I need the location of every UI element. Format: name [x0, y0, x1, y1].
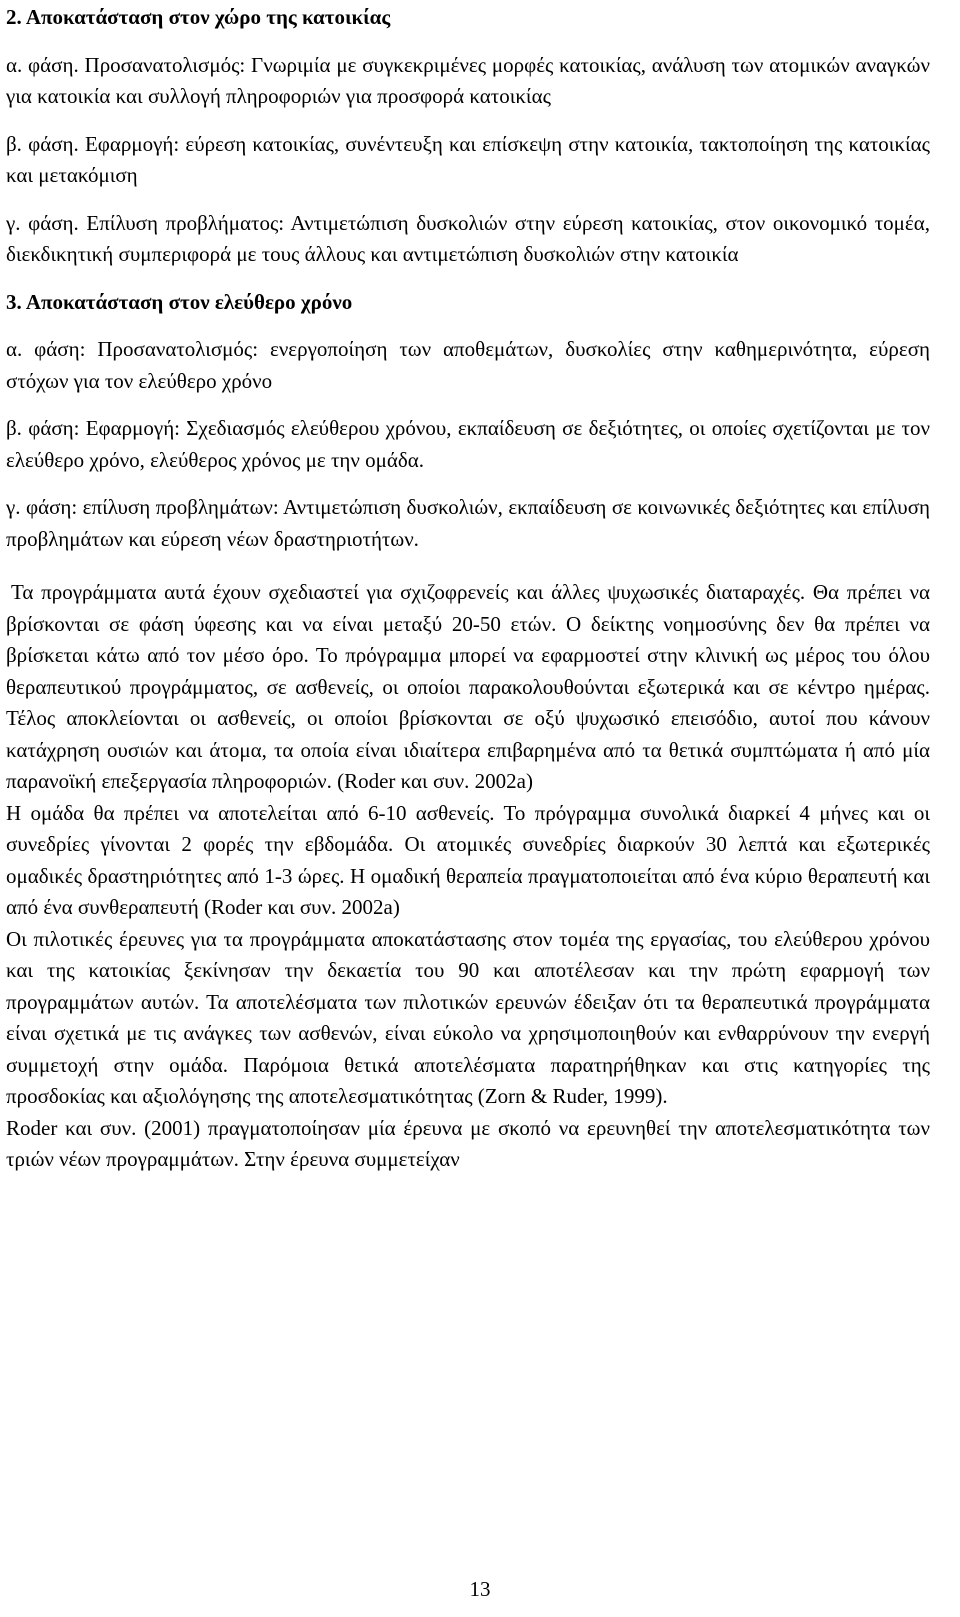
section-3-phase-a: α. φάση: Προσανατολισμός: ενεργοποίηση των αποθεμάτων, δυσκολίες στην καθημερινότητα, εύρεση στόχων για τον ελεύθερο χρόνο — [6, 337, 930, 393]
section-2-phase-a: α. φάση. Προσανατολισμός: Γνωριμία με συγκεκριμένες μορφές κατοικίας, ανάλυση των ατομικών αναγκών για κατοικία και συλλογή πληροφοριών για προσφορά κατοικίας — [6, 52, 930, 108]
document-page — [6, 0, 930, 1176]
section-2-phase-b: β. φάση. Εφαρμογή: εύρεση κατοικίας, συνέντευξη και επίσκεψη στην κατοικία, τακτοποίηση της κατοικίας και μετακόμιση — [6, 131, 930, 187]
section-3-phase-b: β. φάση: Εφαρμογή: Σχεδιασμός ελεύθερου χρόνου, εκπαίδευση σε δεξιότητες, οι οποίες σχετίζονται με τον ελεύθερο χρόνο, ελεύθερος χρόνος με την ομάδα. — [6, 416, 930, 472]
body-paragraph-1: Τα προγράμματα αυτά έχουν σχεδιαστεί για σχιζοφρενείς και άλλες ψυχωσικές διαταραχές. Θα πρέπει να βρίσκονται σε φάση ύφεσης και να είναι μεταξύ 20-50 ετών. Ο δείκτης νοημοσύνης δεν θα πρέπει να βρίσκεται κάτω από τον μέσο όρο. Το πρόγραμμα μπορεί να εφαρμοστεί στην κλινική ως μέρος του όλου θεραπευτικού προγράμματος, σε ασθενείς, οι οποίοι παρακολουθούνται εξωτερικά και σε κέντρο ημέρας. Τέλος αποκλείονται οι ασθενείς, οι οποίοι βρίσκονται σε οξύ ψυχωσικό επεισόδιο, αυτοί που κάνουν κατάχρηση ουσιών και άτομα, τα οποία είναι ιδιαίτερα επιβαρημένα από τα θετικά συμπτώματα ή από μία παρανοϊκή επεξεργασία πληροφοριών. (Roder και συν. 2002a) — [6, 580, 930, 793]
body-paragraph-3: Οι πιλοτικές έρευνες για τα προγράμματα αποκατάστασης στον τομέα της εργασίας, του ελεύθερου χρόνου και της κατοικίας ξεκίνησαν την δεκαετία του 90 και αποτέλεσαν και την πρώτη εφαρμογή των προγραμμάτων αυτών. Τα αποτελέσματα των πιλοτικών ερευνών έδειξαν ότι τα θεραπευτικά προγράμματα είναι σχετικά με τις ανάγκες των ασθενών, είναι εύκολο να χρησιμοποιηθούν και ενθαρρύνουν την ενεργή συμμετοχή στην ομάδα. Παρόμοια θετικά αποτελέσματα παρατηρήθηκαν και στις κατηγορίες της προσδοκίας και αξιολόγησης της αποτελεσματικότητας (Zorn & Ruder, 1999). — [6, 926, 930, 1108]
section-2-heading: 2. Αποκατάσταση στον χώρο της κατοικίας — [6, 5, 391, 29]
section-2-phase-c: γ. φάση. Επίλυση προβλήματος: Αντιμετώπιση δυσκολιών στην εύρεση κατοικίας, στον οικονομικό τομέα, διεκδικητική συμπεριφορά με τους άλλους και αντιμετώπιση δυσκολιών στην κατοικία — [6, 210, 930, 266]
section-3-heading: 3. Αποκατάσταση στον ελεύθερο χρόνο — [6, 289, 353, 314]
body-paragraph-2: Η ομάδα θα πρέπει να αποτελείται από 6-10 ασθενείς. Το πρόγραμμα συνολικά διαρκεί 4 μήνες και οι συνεδρίες γίνονται 2 φορές την εβδομάδα. Οι ατομικές συνεδρίες διαρκούν 30 λεπτά και εξωτερικές ομαδικές δραστηριότητες από 1-3 ώρες. Η ομαδική θεραπεία πραγματοποιείται από ένα κύριο θεραπευτή και από ένα συνθεραπευτή (Roder και συν. 2002a) — [6, 800, 930, 919]
page-number: 13 — [469, 1577, 491, 1601]
body-paragraph-4: Roder και συν. (2001) πραγματοποίησαν μία έρευνα με σκοπό να ερευνηθεί την αποτελεσματικότητα των τριών νέων προγραμμάτων. Στην έρευνα συμμετείχαν — [6, 1115, 930, 1171]
section-3-phase-c: γ. φάση: επίλυση προβλημάτων: Αντιμετώπιση δυσκολιών, εκπαίδευση σε κοινωνικές δεξιότητες και επίλυση προβλημάτων και εύρεση νέων δραστηριοτήτων. — [6, 495, 930, 551]
